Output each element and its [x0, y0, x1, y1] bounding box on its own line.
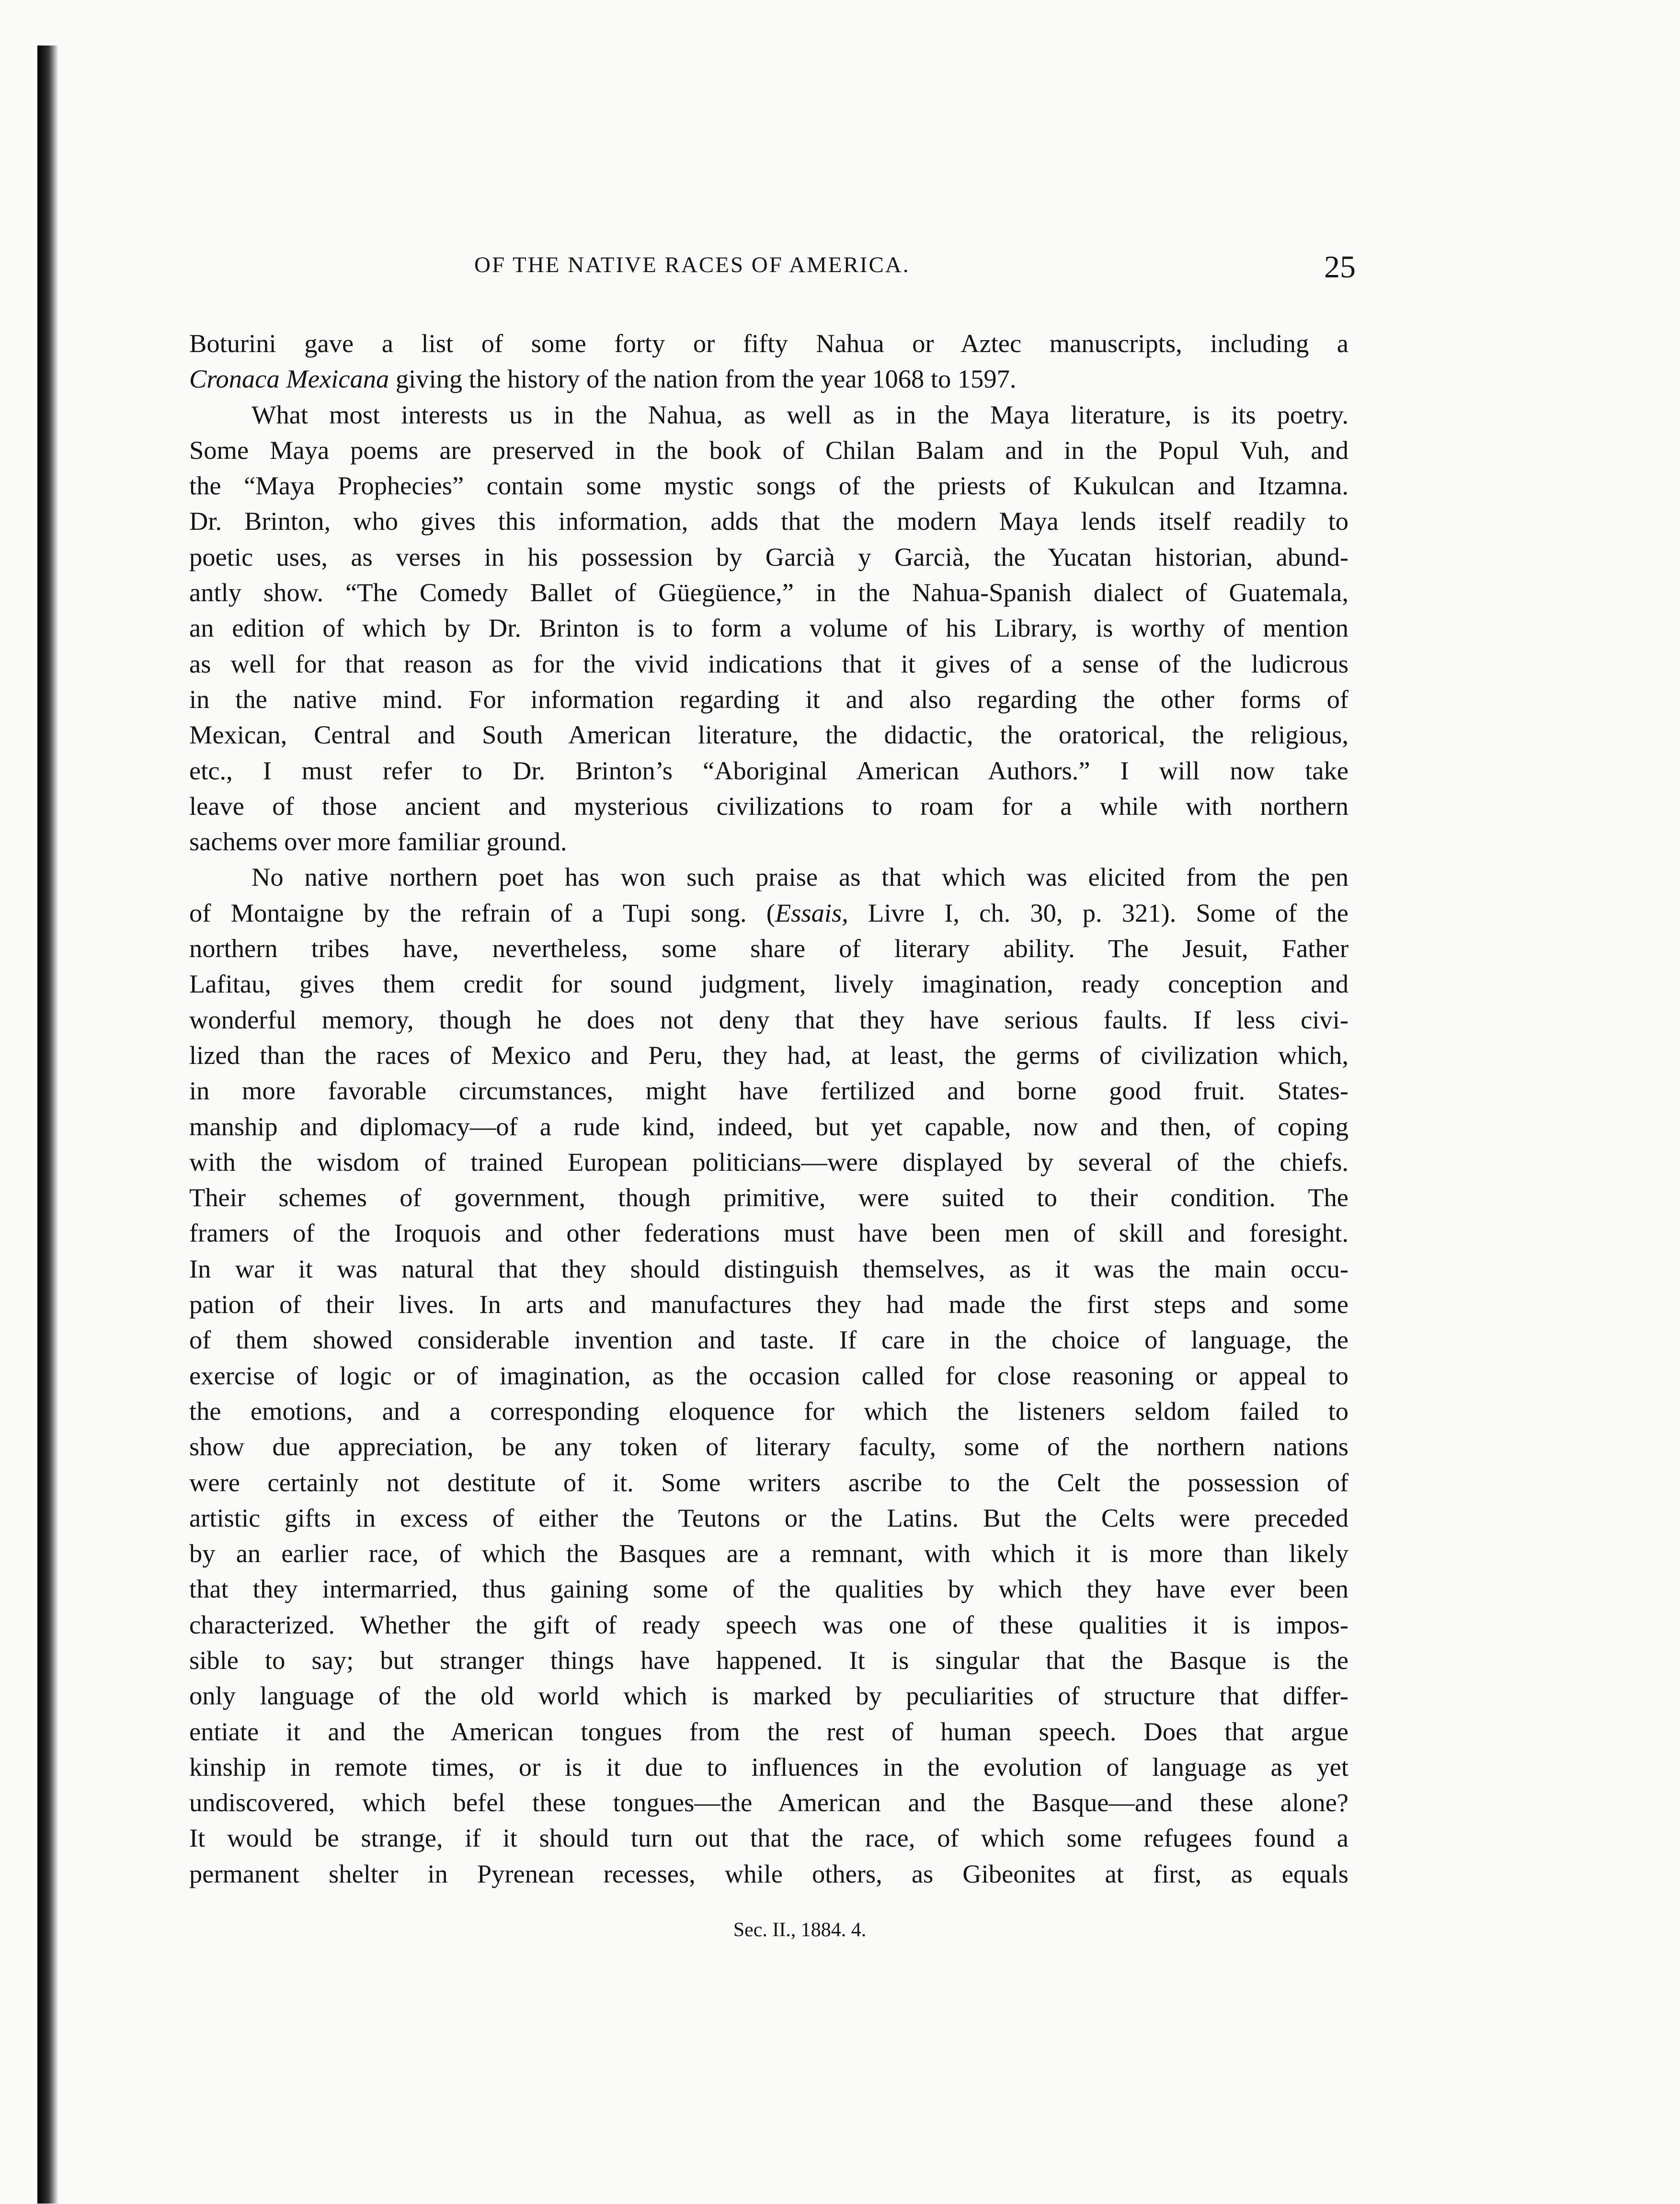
text-line: In war it was natural that they should distinguish themselves, as it was the main occu- [189, 1254, 1349, 1283]
text-run: giving the history of the nation from the year 1068 to 1597. [389, 364, 1017, 394]
text-line: antly show. “The Comedy Ballet of Güegüence,” in the Nahua-Spanish dialect of Guatemala, [189, 578, 1349, 607]
signature-text: Sec. II., 1884. 4. [733, 1919, 867, 1941]
text-line: undiscovered, which befel these tongues—the American and the Basque—and these alone? [189, 1788, 1349, 1817]
signature-mark [0, 1919, 1680, 1941]
text-line: artistic gifts in excess of either the Teutons or the Latins. But the Celts were preceded [189, 1503, 1349, 1532]
text-line: No native northern poet has won such praise as that which was elicited from the pen [251, 862, 1349, 892]
text-line: Mexican, Central and South American literature, the didactic, the oratorical, the religious, [189, 720, 1349, 750]
text-line: in the native mind. For information regarding it and also regarding the other forms of [189, 684, 1349, 714]
text-line: show due appreciation, be any token of literary faculty, some of the northern nations [189, 1432, 1349, 1462]
body-text [189, 326, 1349, 1887]
text-line: Their schemes of government, though primitive, were suited to their condition. The [189, 1183, 1349, 1212]
page-header [474, 249, 1356, 295]
text-line: were certainly not destitute of it. Some writers ascribe to the Celt the possession of [189, 1467, 1349, 1497]
running-title: OF THE NATIVE RACES OF AMERICA. [474, 252, 910, 277]
page-number: 25 [1324, 250, 1356, 285]
text-line: sible to say; but stranger things have happened. It is singular that the Basque is the [189, 1645, 1349, 1675]
text-line: manship and diplomacy—of a rude kind, indeed, but yet capable, now and then, of coping [189, 1111, 1349, 1141]
text-line: leave of those ancient and mysterious civilizations to roam for a while with northern [189, 791, 1349, 821]
text-line: lized than the races of Mexico and Peru, they had, at least, the germs of civilization which, [189, 1040, 1349, 1070]
text-line: only language of the old world which is marked by peculiarities of structure that differ- [189, 1681, 1349, 1711]
text-line: that they intermarried, thus gaining some of the qualities by which they have ever been [189, 1574, 1349, 1604]
text-line: framers of the Iroquois and other federations must have been men of skill and foresight. [189, 1218, 1349, 1248]
text-run: of Montaigne by the refrain of a Tupi song. ( [189, 898, 775, 927]
text-line [189, 895, 1349, 931]
text-line: wonderful memory, though he does not deny that they have serious faults. If less civi- [189, 1005, 1349, 1034]
text-line: Boturini gave a list of some forty or fifty Nahua or Aztec manuscripts, including a [189, 329, 1349, 358]
text-line: the “Maya Prophecies” contain some mystic songs of the priests of Kukulcan and Itzamna. [189, 471, 1349, 501]
text-line: the emotions, and a corresponding eloquence for which the listeners seldom failed to [189, 1396, 1349, 1426]
text-line: in more favorable circumstances, might have fertilized and borne good fruit. States- [189, 1076, 1349, 1106]
text-line: permanent shelter in Pyrenean recesses, while others, as Gibeonites at first, as equals [189, 1859, 1349, 1888]
text-line: It would be strange, if it should turn out that the race, of which some refugees found a [189, 1823, 1349, 1853]
text-line: as well for that reason as for the vivid indications that it gives of a sense of the ludicrous [189, 649, 1349, 678]
text-line: pation of their lives. In arts and manufactures they had made the first steps and some [189, 1290, 1349, 1319]
text-line [189, 361, 1349, 397]
text-line: What most interests us in the Nahua, as well as in the Maya literature, is its poetry. [251, 400, 1349, 429]
text-line: characterized. Whether the gift of ready speech was one of these qualities it is impos- [189, 1610, 1349, 1639]
text-line: northern tribes have, nevertheless, some share of literary ability. The Jesuit, Father [189, 934, 1349, 963]
text-line: etc., I must refer to Dr. Brinton’s “Aboriginal American Authors.” I will now take [189, 755, 1349, 785]
text-line: exercise of logic or of imagination, as the occasion called for close reasoning or appeal to [189, 1360, 1349, 1390]
text-line: entiate it and the American tongues from the rest of human speech. Does that argue [189, 1716, 1349, 1746]
text-line: an edition of which by Dr. Brinton is to form a volume of his Library, is worthy of mention [189, 613, 1349, 643]
text-line: Lafitau, gives them credit for sound judgment, lively imagination, ready conception and [189, 969, 1349, 999]
text-line: sachems over more familiar ground. [189, 827, 567, 856]
italic-title: Cronaca Mexicana [189, 364, 389, 394]
text-line: by an earlier race, of which the Basques are a remnant, with which it is more than likely [189, 1539, 1349, 1568]
text-line: with the wisdom of trained European politicians—were displayed by several of the chiefs. [189, 1147, 1349, 1176]
italic-title: Essais, [775, 898, 848, 927]
text-line: Dr. Brinton, who gives this information, adds that the modern Maya lends itself readily to [189, 506, 1349, 536]
text-run: Livre I, ch. 30, p. 321). Some of the [848, 898, 1349, 927]
text-line: poetic uses, as verses in his possession by Garcià y Garcià, the Yucatan historian, abund- [189, 542, 1349, 571]
text-line: kinship in remote times, or is it due to influences in the evolution of language as yet [189, 1752, 1349, 1781]
text-line: of them showed considerable invention and taste. If care in the choice of language, the [189, 1325, 1349, 1355]
scan-binding-edge [37, 46, 58, 2204]
text-line: Some Maya poems are preserved in the book of Chilan Balam and in the Popul Vuh, and [189, 435, 1349, 465]
